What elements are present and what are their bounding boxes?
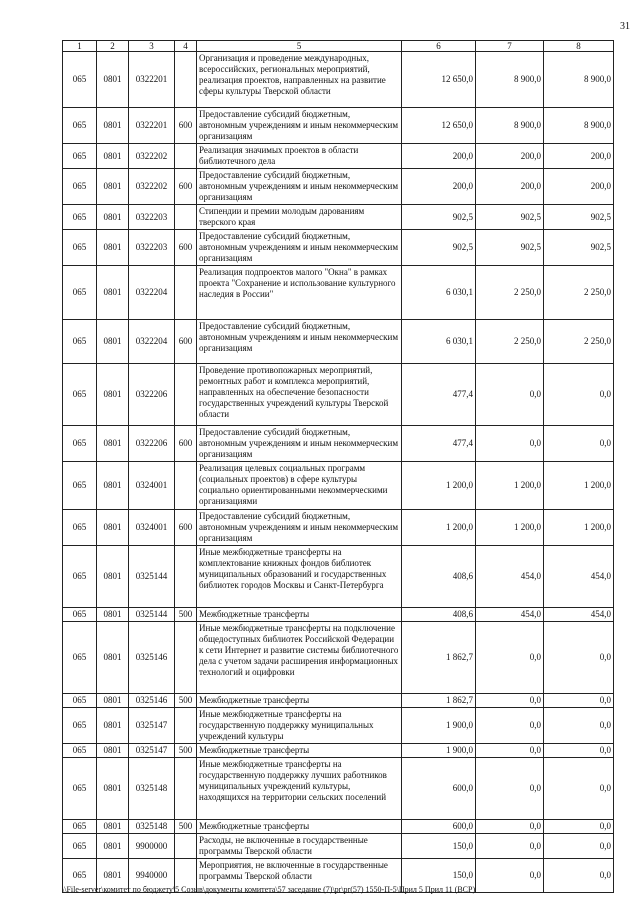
amount-col7-cell: 200,0 [476, 169, 544, 205]
amount-col6-cell: 902,5 [402, 205, 476, 230]
table-row [63, 462, 614, 510]
amount-col6-cell: 408,6 [402, 608, 476, 622]
description-cell: Реализация значимых проектов в области библиотечного дела [197, 144, 402, 169]
amount-col8-cell: 0,0 [544, 694, 614, 708]
code-admin-cell: 065 [63, 52, 97, 108]
description-cell: Иные межбюджетные трансферты на подключение общедоступных библиотек Российской Федерации к сети Интернет и развитие системы библиотечного дела с учетом задачи расширения информационных технологий и оцифровки [197, 622, 402, 694]
code-admin-cell: 065 [63, 230, 97, 266]
header-cell: 2 [97, 41, 129, 52]
description-cell: Организация и проведение международных, всероссийских, региональных мероприятий, реализация проектов, направленных на развитие сферы культуры Тверской области [197, 52, 402, 108]
expense-type-cell: 500 [175, 744, 197, 758]
amount-col8-cell: 902,5 [544, 205, 614, 230]
description-cell: Стипендии и премии молодым дарованиям тверского края [197, 205, 402, 230]
amount-col7-cell: 8 900,0 [476, 108, 544, 144]
amount-col8-cell: 0,0 [544, 758, 614, 820]
section-code-cell: 0801 [97, 52, 129, 108]
amount-col8-cell: 1 200,0 [544, 462, 614, 510]
code-admin-cell: 065 [63, 169, 97, 205]
section-code-cell: 0801 [97, 205, 129, 230]
description-cell: Реализация целевых социальных программ (социальных проектов) в сфере культуры социально ориентированными некоммерческими организациями [197, 462, 402, 510]
code-admin-cell: 065 [63, 462, 97, 510]
table-row [63, 144, 614, 169]
description-cell: Иные межбюджетные трансферты на государственную поддержку лучших работников муниципальных учреждений культуры, находящихся на территории сельских поселений [197, 758, 402, 820]
amount-col6-cell: 12 650,0 [402, 108, 476, 144]
header-cell: 5 [197, 41, 402, 52]
target-code-cell: 0322202 [129, 144, 175, 169]
table-row [63, 364, 614, 426]
section-code-cell: 0801 [97, 820, 129, 834]
code-admin-cell: 065 [63, 144, 97, 169]
target-code-cell: 0325148 [129, 820, 175, 834]
amount-col8-cell: 1 200,0 [544, 510, 614, 546]
code-admin-cell: 065 [63, 859, 97, 893]
amount-col6-cell: 600,0 [402, 758, 476, 820]
amount-col8-cell: 0,0 [544, 744, 614, 758]
header-row [63, 41, 614, 52]
amount-col8-cell: 0,0 [544, 834, 614, 859]
section-code-cell: 0801 [97, 694, 129, 708]
description-cell: Предоставление субсидий бюджетным, автономным учреждениям и иным некоммерческим организациям [197, 230, 402, 266]
amount-col8-cell: 454,0 [544, 546, 614, 608]
amount-col8-cell: 8 900,0 [544, 108, 614, 144]
amount-col7-cell: 0,0 [476, 834, 544, 859]
table-row [63, 230, 614, 266]
expense-type-cell [175, 462, 197, 510]
amount-col7-cell: 0,0 [476, 364, 544, 426]
amount-col7-cell: 454,0 [476, 546, 544, 608]
budget-table [62, 40, 614, 893]
code-admin-cell: 065 [63, 364, 97, 426]
expense-type-cell: 600 [175, 230, 197, 266]
amount-col6-cell: 1 200,0 [402, 510, 476, 546]
section-code-cell: 0801 [97, 758, 129, 820]
amount-col6-cell: 1 200,0 [402, 462, 476, 510]
amount-col7-cell: 0,0 [476, 758, 544, 820]
expense-type-cell: 500 [175, 820, 197, 834]
target-code-cell: 0325144 [129, 608, 175, 622]
amount-col8-cell: 200,0 [544, 144, 614, 169]
amount-col7-cell: 0,0 [476, 708, 544, 744]
target-code-cell: 0322201 [129, 108, 175, 144]
amount-col7-cell: 200,0 [476, 144, 544, 169]
expense-type-cell: 600 [175, 320, 197, 364]
description-cell: Предоставление субсидий бюджетным, автономным учреждениям и иным некоммерческим организациям [197, 169, 402, 205]
table-row [63, 52, 614, 108]
amount-col6-cell: 6 030,1 [402, 320, 476, 364]
amount-col6-cell: 1 900,0 [402, 708, 476, 744]
amount-col8-cell: 2 250,0 [544, 320, 614, 364]
table-row [63, 834, 614, 859]
amount-col6-cell: 150,0 [402, 859, 476, 893]
header-cell: 8 [544, 41, 614, 52]
amount-col6-cell: 6 030,1 [402, 266, 476, 320]
amount-col6-cell: 1 862,7 [402, 694, 476, 708]
code-admin-cell: 065 [63, 320, 97, 364]
amount-col6-cell: 1 900,0 [402, 744, 476, 758]
amount-col7-cell: 2 250,0 [476, 266, 544, 320]
code-admin-cell: 065 [63, 205, 97, 230]
description-cell: Предоставление субсидий бюджетным, автономным учреждениям и иным некоммерческим организациям [197, 426, 402, 462]
page-number: 31 [620, 21, 630, 32]
description-cell: Расходы, не включенные в государственные программы Тверской области [197, 834, 402, 859]
section-code-cell: 0801 [97, 859, 129, 893]
amount-col6-cell: 477,4 [402, 364, 476, 426]
code-admin-cell: 065 [63, 820, 97, 834]
section-code-cell: 0801 [97, 426, 129, 462]
description-cell: Иные межбюджетные трансферты на государственную поддержку муниципальных учреждений культуры [197, 708, 402, 744]
table-row [63, 510, 614, 546]
target-code-cell: 0325146 [129, 622, 175, 694]
amount-col8-cell: 0,0 [544, 622, 614, 694]
section-code-cell: 0801 [97, 108, 129, 144]
table-row [63, 744, 614, 758]
section-code-cell: 0801 [97, 546, 129, 608]
section-code-cell: 0801 [97, 744, 129, 758]
target-code-cell: 0322206 [129, 426, 175, 462]
description-cell: Межбюджетные трансферты [197, 820, 402, 834]
table-row [63, 426, 614, 462]
target-code-cell: 9940000 [129, 859, 175, 893]
amount-col6-cell: 600,0 [402, 820, 476, 834]
code-admin-cell: 065 [63, 266, 97, 320]
expense-type-cell: 600 [175, 426, 197, 462]
table-row [63, 169, 614, 205]
target-code-cell: 0325148 [129, 758, 175, 820]
amount-col7-cell: 902,5 [476, 230, 544, 266]
header-cell: 6 [402, 41, 476, 52]
description-cell: Предоставление субсидий бюджетным, автономным учреждениям и иным некоммерческим организациям [197, 320, 402, 364]
table-row [63, 266, 614, 320]
code-admin-cell: 065 [63, 694, 97, 708]
target-code-cell: 0322206 [129, 364, 175, 426]
section-code-cell: 0801 [97, 834, 129, 859]
target-code-cell: 0322203 [129, 205, 175, 230]
amount-col7-cell: 0,0 [476, 426, 544, 462]
section-code-cell: 0801 [97, 266, 129, 320]
target-code-cell: 0325147 [129, 708, 175, 744]
table-row [63, 694, 614, 708]
description-cell: Реализация подпроектов малого "Окна" в рамках проекта "Сохранение и использование культурного наследия в России" [197, 266, 402, 320]
amount-col6-cell: 200,0 [402, 169, 476, 205]
header-cell: 3 [129, 41, 175, 52]
amount-col7-cell: 2 250,0 [476, 320, 544, 364]
amount-col6-cell: 902,5 [402, 230, 476, 266]
code-admin-cell: 065 [63, 744, 97, 758]
expense-type-cell: 600 [175, 510, 197, 546]
table-row [63, 708, 614, 744]
amount-col8-cell: 0,0 [544, 364, 614, 426]
description-cell: Предоставление субсидий бюджетным, автономным учреждениям и иным некоммерческим организациям [197, 108, 402, 144]
section-code-cell: 0801 [97, 364, 129, 426]
target-code-cell: 0325147 [129, 744, 175, 758]
amount-col8-cell: 0,0 [544, 859, 614, 893]
expense-type-cell: 600 [175, 169, 197, 205]
amount-col6-cell: 150,0 [402, 834, 476, 859]
amount-col8-cell: 2 250,0 [544, 266, 614, 320]
amount-col8-cell: 8 900,0 [544, 52, 614, 108]
section-code-cell: 0801 [97, 462, 129, 510]
description-cell: Межбюджетные трансферты [197, 608, 402, 622]
target-code-cell: 0325146 [129, 694, 175, 708]
amount-col7-cell: 0,0 [476, 820, 544, 834]
description-cell: Мероприятия, не включенные в государственные программы Тверской области [197, 859, 402, 893]
amount-col6-cell: 12 650,0 [402, 52, 476, 108]
expense-type-cell [175, 52, 197, 108]
amount-col6-cell: 1 862,7 [402, 622, 476, 694]
expense-type-cell: 600 [175, 108, 197, 144]
target-code-cell: 0324001 [129, 462, 175, 510]
code-admin-cell: 065 [63, 426, 97, 462]
target-code-cell: 0325144 [129, 546, 175, 608]
section-code-cell: 0801 [97, 169, 129, 205]
amount-col8-cell: 200,0 [544, 169, 614, 205]
header-cell: 1 [63, 41, 97, 52]
amount-col7-cell: 0,0 [476, 859, 544, 893]
section-code-cell: 0801 [97, 708, 129, 744]
amount-col6-cell: 408,6 [402, 546, 476, 608]
amount-col7-cell: 0,0 [476, 744, 544, 758]
code-admin-cell: 065 [63, 708, 97, 744]
amount-col8-cell: 0,0 [544, 426, 614, 462]
table-row [63, 622, 614, 694]
section-code-cell: 0801 [97, 144, 129, 169]
amount-col7-cell: 8 900,0 [476, 52, 544, 108]
description-cell: Межбюджетные трансферты [197, 694, 402, 708]
amount-col8-cell: 0,0 [544, 820, 614, 834]
code-admin-cell: 065 [63, 510, 97, 546]
amount-col8-cell: 454,0 [544, 608, 614, 622]
expense-type-cell [175, 364, 197, 426]
amount-col7-cell: 0,0 [476, 622, 544, 694]
target-code-cell: 0322204 [129, 266, 175, 320]
amount-col7-cell: 454,0 [476, 608, 544, 622]
amount-col8-cell: 902,5 [544, 230, 614, 266]
description-cell: Межбюджетные трансферты [197, 744, 402, 758]
expense-type-cell [175, 834, 197, 859]
expense-type-cell [175, 205, 197, 230]
amount-col6-cell: 477,4 [402, 426, 476, 462]
code-admin-cell: 065 [63, 622, 97, 694]
section-code-cell: 0801 [97, 608, 129, 622]
amount-col7-cell: 902,5 [476, 205, 544, 230]
expense-type-cell [175, 546, 197, 608]
expense-type-cell: 500 [175, 608, 197, 622]
target-code-cell: 0322201 [129, 52, 175, 108]
expense-type-cell [175, 708, 197, 744]
amount-col7-cell: 1 200,0 [476, 462, 544, 510]
amount-col8-cell: 0,0 [544, 708, 614, 744]
table-row [63, 205, 614, 230]
section-code-cell: 0801 [97, 622, 129, 694]
code-admin-cell: 065 [63, 758, 97, 820]
code-admin-cell: 065 [63, 608, 97, 622]
header-cell: 4 [175, 41, 197, 52]
code-admin-cell: 065 [63, 834, 97, 859]
file-path-footer: \\File-server\комитет по бюджету\5 Созыв\документы комитета\57 заседание (7)\pr\pr(57) 1550-П-5\Прил 5 Прил 11 (ВСР) [62, 885, 476, 894]
expense-type-cell [175, 622, 197, 694]
code-admin-cell: 065 [63, 546, 97, 608]
table-row [63, 546, 614, 608]
header-cell: 7 [476, 41, 544, 52]
amount-col7-cell: 0,0 [476, 694, 544, 708]
target-code-cell: 0324001 [129, 510, 175, 546]
target-code-cell: 0322203 [129, 230, 175, 266]
description-cell: Предоставление субсидий бюджетным, автономным учреждениям и иным некоммерческим организациям [197, 510, 402, 546]
expense-type-cell: 500 [175, 694, 197, 708]
section-code-cell: 0801 [97, 510, 129, 546]
description-cell: Иные межбюджетные трансферты на комплектование книжных фондов библиотек муниципальных образований и государственных библиотек городов Москвы и Санкт-Петербурга [197, 546, 402, 608]
amount-col6-cell: 200,0 [402, 144, 476, 169]
amount-col7-cell: 1 200,0 [476, 510, 544, 546]
section-code-cell: 0801 [97, 230, 129, 266]
table-row [63, 608, 614, 622]
target-code-cell: 9900000 [129, 834, 175, 859]
code-admin-cell: 065 [63, 108, 97, 144]
description-cell: Проведение противопожарных мероприятий, ремонтных работ и комплекса мероприятий, направленных на обеспечение безопасности государственных учреждений культуры Тверской области [197, 364, 402, 426]
expense-type-cell [175, 144, 197, 169]
target-code-cell: 0322202 [129, 169, 175, 205]
expense-type-cell [175, 266, 197, 320]
expense-type-cell [175, 758, 197, 820]
table-row [63, 820, 614, 834]
table-row [63, 320, 614, 364]
table-row [63, 758, 614, 820]
target-code-cell: 0322204 [129, 320, 175, 364]
table-row [63, 108, 614, 144]
section-code-cell: 0801 [97, 320, 129, 364]
